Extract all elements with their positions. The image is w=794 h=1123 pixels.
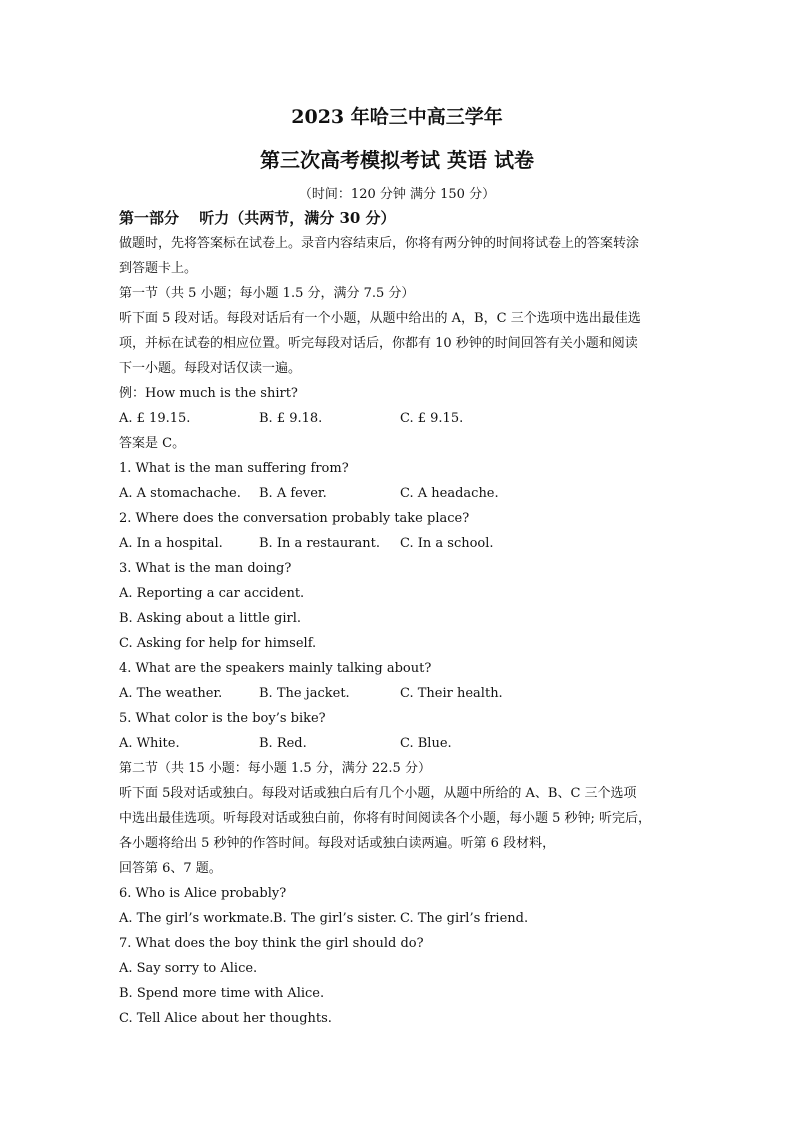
question-3-option-c: C. Asking for help for himself. [119,636,317,651]
question-2-option-a: A. In a hospital. [119,536,223,551]
section1-instructions-line1: 听下面 5 段对话。每段对话后有一个小题，从题中给出的 A，B，C 三个选项中选出最佳选 [119,311,641,326]
question-1: 1. What is the man suffering from? [119,461,349,476]
example-question: 例：How much is the shirt? [119,386,298,401]
question-5: 5. What color is the boy’s bike? [119,711,326,726]
question-5-option-b: B. Red. [259,736,307,751]
question-4-options [119,681,679,706]
question-7-option-b: B. Spend more time with Alice. [119,986,325,1001]
example-answer: 答案是 C。 [119,436,186,451]
question-3-option-b: B. Asking about a little girl. [119,611,301,626]
exam-title-line1: 2023 年哈三中高三学年 [291,106,503,128]
question-7-option-c: C. Tell Alice about her thoughts. [119,1011,332,1026]
question-3-option-a: A. Reporting a car accident. [119,586,305,601]
question-6-options [119,906,679,931]
section2-instructions-line1: 听下面 5段对话或独白。每段对话或独白后有几个小题，从题中所给的 A、B、C 三个选项 [119,786,637,801]
part1-instructions-line2: 到答题卡上。 [119,261,198,276]
example-option-b: B. £ 9.18. [259,411,323,426]
question-4: 4. What are the speakers mainly talking about? [119,661,432,676]
question-2-options [119,531,679,556]
question-2-option-c: C. In a school. [400,536,494,551]
question-1-option-a: A. A stomachache. [119,486,241,501]
question-7-option-a: A. Say sorry to Alice. [119,961,258,976]
section1-heading: 第一节（共 5 小题；每小题 1.5 分，满分 7.5 分） [119,286,415,301]
question-5-option-c: C. Blue. [400,736,452,751]
question-4-option-c: C. Their health. [400,686,503,701]
question-7: 7. What does the boy think the girl should do? [119,936,424,951]
part1-instructions-line1: 做题时，先将答案标在试卷上。录音内容结束后，你将有两分钟的时间将试卷上的答案转涂 [119,236,640,251]
example-option-a: A. £ 19.15. [119,411,191,426]
part1-heading: 第一部分 听力（共两节，满分 30 分） [119,209,396,227]
question-6-option-c: C. The girl’s friend. [400,911,529,926]
question-1-option-b: B. A fever. [259,486,327,501]
exam-subtitle: （时间：120 分钟 满分 150 分） [298,187,496,202]
section1-instructions-line2: 项，并标在试卷的相应位置。听完每段对话后，你都有 10 秒钟的时间回答有关小题和阅读 [119,336,638,351]
question-5-option-a: A. White. [119,736,180,751]
question-1-options [119,481,679,506]
section2-instructions-line2: 中选出最佳选项。听每段对话或独白前，你将有时间阅读各个小题，每小题 5 秒钟; 听完后， [119,811,652,826]
exam-title-line2: 第三次高考模拟考试 英语 试卷 [260,148,534,172]
section2-instructions-line4: 回答第 6、7 题。 [119,861,222,876]
question-1-option-c: C. A headache. [400,486,499,501]
question-5-options [119,731,679,756]
question-3: 3. What is the man doing? [119,561,292,576]
example-options [119,406,679,431]
question-6-option-a: A. The girl’s workmate. [119,911,274,926]
section2-heading: 第二节（共 15 小题：每小题 1.5 分，满分 22.5 分） [119,761,431,776]
question-6-option-b: B. The girl’s sister. [273,911,397,926]
question-4-option-a: A. The weather. [119,686,223,701]
section1-instructions-line3: 下一小题。每段对话仅读一遍。 [119,361,302,376]
question-6: 6. Who is Alice probably? [119,886,287,901]
question-2: 2. Where does the conversation probably take place? [119,511,470,526]
example-option-c: C. £ 9.15. [400,411,464,426]
exam-content [119,206,679,1031]
question-2-option-b: B. In a restaurant. [259,536,380,551]
question-4-option-b: B. The jacket. [259,686,350,701]
section2-instructions-line3: 各小题将给出 5 秒钟的作答时间。每段对话或独白读两遍。听第 6 段材料， [119,836,556,851]
